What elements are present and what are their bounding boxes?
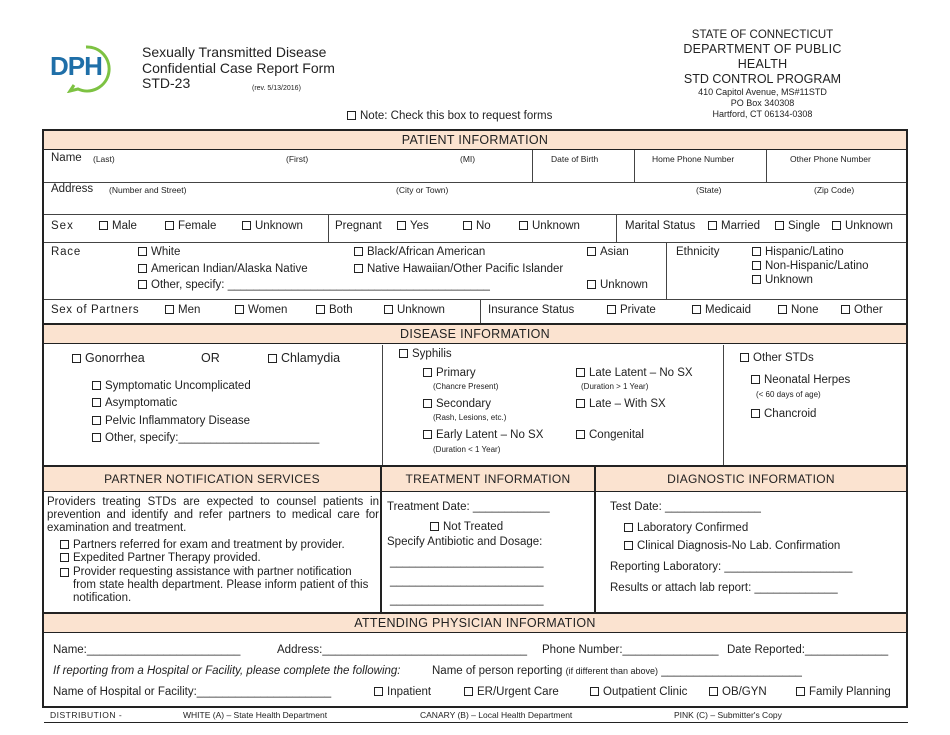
diagnostic-header: DIAGNOSTIC INFORMATION: [596, 467, 906, 492]
sop-both-checkbox[interactable]: [316, 305, 325, 314]
marital-unknown-checkbox[interactable]: [832, 221, 841, 230]
eth-nonhisp-checkbox[interactable]: [752, 261, 761, 270]
early-sub: (Duration < 1 Year): [433, 445, 501, 454]
name-mi: (MI): [460, 154, 476, 164]
form-code: STD-23: [142, 75, 191, 91]
sex-unknown-label: Unknown: [255, 220, 303, 232]
form-revision: (rev. 5/13/2016): [252, 85, 301, 92]
race-black-label: Black/African American: [367, 246, 486, 258]
other-phone-label: Other Phone Number: [790, 154, 871, 164]
gonorrhea-checkbox[interactable]: [72, 354, 81, 363]
chancroid-checkbox[interactable]: [751, 409, 760, 418]
or-label: OR: [201, 351, 220, 365]
antibiotic-label: Specify Antibiotic and Dosage:: [387, 536, 543, 548]
clinical-dx-checkbox[interactable]: [624, 541, 633, 550]
er-label: ER/Urgent Care: [477, 686, 559, 698]
sop-men-checkbox[interactable]: [165, 305, 174, 314]
primary-checkbox[interactable]: [423, 368, 432, 377]
partner-header: PARTNER NOTIFICATION SERVICES: [44, 467, 380, 492]
secondary-sub: (Rash, Lesions, etc.): [433, 413, 507, 422]
antibiotic-line-2[interactable]: ________________________: [390, 575, 544, 587]
ins-label: Insurance Status: [488, 304, 575, 316]
asymp-checkbox[interactable]: [92, 398, 101, 407]
late-sub: (Duration > 1 Year): [581, 382, 649, 391]
agency-state: STATE OF CONNECTICUT: [691, 29, 834, 41]
race-row: [44, 242, 906, 299]
er-checkbox[interactable]: [464, 687, 473, 696]
preg-no-label: No: [476, 220, 491, 232]
ins-none-label: None: [791, 304, 819, 316]
other-stds-section: [724, 345, 906, 465]
physician-address: Address:________________________________: [277, 644, 528, 656]
ins-medicaid-label: Medicaid: [705, 304, 752, 316]
physician-phone: Phone Number:_______________: [542, 644, 719, 656]
preg-yes-checkbox[interactable]: [397, 221, 406, 230]
race-unknown-checkbox[interactable]: [587, 280, 596, 289]
outpatient-checkbox[interactable]: [590, 687, 599, 696]
request-forms-checkbox[interactable]: [347, 111, 356, 120]
name-row: [44, 150, 906, 182]
married-label: Married: [721, 220, 760, 232]
gc-ct-section: [44, 345, 382, 465]
address-row: [44, 182, 906, 214]
not-treated-checkbox[interactable]: [430, 522, 439, 531]
treatment-header: TREATMENT INFORMATION: [382, 467, 594, 492]
eth-nonhisp-label: Non-Hispanic/Latino: [765, 260, 869, 272]
address-street: (Number and Street): [109, 185, 187, 195]
neonatal-checkbox[interactable]: [751, 375, 760, 384]
diagnostic-section: [596, 493, 906, 611]
sex-unknown-checkbox[interactable]: [242, 221, 251, 230]
ins-medicaid-checkbox[interactable]: [692, 305, 701, 314]
late-sx-checkbox[interactable]: [576, 399, 585, 408]
race-unknown-label: Unknown: [600, 279, 648, 291]
obgyn-checkbox[interactable]: [709, 687, 718, 696]
not-treated-label: Not Treated: [443, 521, 504, 533]
name-first: (First): [286, 154, 309, 164]
person-reporting: [432, 665, 802, 677]
late-latent-label: Late Latent – No SX: [589, 367, 693, 379]
name-label: Name: [51, 152, 82, 164]
syphilis-label: Syphilis: [412, 348, 452, 360]
person-reporting-label: Name of person reporting: [432, 665, 563, 677]
neonatal-sub: (< 60 days of age): [756, 390, 821, 399]
request-forms: [347, 110, 552, 122]
race-label: Race: [51, 246, 82, 258]
sop-label: Sex of Partners: [51, 304, 140, 316]
distribution-canary: CANARY (B) – Local Health Department: [420, 710, 573, 720]
facility-name: Name of Hospital or Facility:_____________________: [53, 686, 332, 698]
neonatal-label: Neonatal Herpes: [764, 374, 851, 386]
dob-label: Date of Birth: [551, 154, 599, 164]
form-title: [142, 45, 335, 92]
pid-label: Pelvic Inflammatory Disease: [105, 415, 251, 427]
ins-private-label: Private: [620, 304, 656, 316]
person-reporting-sub: (if different than above): [565, 666, 658, 676]
primary-label: Primary: [436, 367, 476, 379]
preg-yes-label: Yes: [410, 220, 429, 232]
race-other-checkbox[interactable]: [138, 280, 147, 289]
sex-female-checkbox[interactable]: [165, 221, 174, 230]
obgyn-label: OB/GYN: [722, 686, 767, 698]
eth-unknown-label: Unknown: [765, 274, 813, 286]
agency-dept: DEPARTMENT OF PUBLIC HEALTH: [683, 42, 842, 71]
gc-other-label: Other, specify:______________________: [105, 432, 320, 444]
other-stds-checkbox[interactable]: [740, 353, 749, 362]
outpatient-label: Outpatient Clinic: [603, 686, 688, 698]
dph-logo: [48, 43, 114, 93]
reporting-lab: Reporting Laboratory: ____________________: [610, 561, 853, 573]
partner-opt1-checkbox[interactable]: [60, 540, 69, 549]
gc-other-checkbox[interactable]: [92, 433, 101, 442]
ins-other-checkbox[interactable]: [841, 305, 850, 314]
married-checkbox[interactable]: [708, 221, 717, 230]
address-label: Address: [51, 183, 94, 195]
lab-results: Results or attach lab report: _____________: [610, 582, 838, 594]
address-zip: (Zip Code): [814, 185, 855, 195]
partner-opt3-checkbox[interactable]: [60, 568, 69, 577]
physician-header: ATTENDING PHYSICIAN INFORMATION: [44, 614, 906, 633]
ins-private-checkbox[interactable]: [607, 305, 616, 314]
agency-addr2: PO Box 340308: [730, 98, 795, 108]
patient-header: PATIENT INFORMATION: [44, 131, 906, 150]
partner-intro: Providers treating STDs are expected to counsel patients in prevention and identify and refer partners to medical care for examination and treatment.: [47, 496, 379, 534]
sex-male-label: Male: [112, 220, 137, 232]
eth-hisp-label: Hispanic/Latino: [765, 246, 844, 258]
marital-label: Marital Status: [625, 220, 696, 232]
preg-unknown-checkbox[interactable]: [519, 221, 528, 230]
ins-other-label: Other: [854, 304, 883, 316]
other-stds-label: Other STDs: [753, 352, 814, 364]
congenital-label: Congenital: [589, 429, 644, 441]
race-asian-checkbox[interactable]: [587, 247, 596, 256]
chlamydia-label: Chlamydia: [281, 351, 341, 365]
sop-unknown-label: Unknown: [397, 304, 445, 316]
race-nhpi-label: Native Hawaiian/Other Pacific Islander: [367, 263, 564, 275]
race-asian-label: Asian: [600, 246, 629, 258]
sop-unknown-checkbox[interactable]: [384, 305, 393, 314]
eth-hisp-checkbox[interactable]: [752, 247, 761, 256]
eth-unknown-checkbox[interactable]: [752, 275, 761, 284]
pregnant-label: Pregnant: [335, 220, 382, 232]
chlamydia-checkbox[interactable]: [268, 354, 277, 363]
lab-confirmed-label: Laboratory Confirmed: [637, 522, 749, 534]
congenital-checkbox[interactable]: [576, 430, 585, 439]
marital-unknown-label: Unknown: [845, 220, 893, 232]
person-reporting-line: ______________________: [658, 665, 802, 677]
lab-confirmed-checkbox[interactable]: [624, 523, 633, 532]
address-state: (State): [696, 185, 722, 195]
sex-female-label: Female: [178, 220, 217, 232]
race-aian-checkbox[interactable]: [138, 264, 147, 273]
family-planning-checkbox[interactable]: [796, 687, 805, 696]
physician-section: [44, 634, 906, 706]
antibiotic-line-1[interactable]: ________________________: [390, 556, 544, 568]
race-black-checkbox[interactable]: [354, 247, 363, 256]
syphilis-checkbox[interactable]: [399, 349, 408, 358]
sex-label: Sex: [51, 220, 74, 232]
preg-unknown-label: Unknown: [532, 220, 580, 232]
distribution-white: WHITE (A) – State Health Department: [183, 710, 328, 720]
agency-addr1: 410 Capitol Avenue, MS#11STD: [698, 87, 827, 97]
pid-checkbox[interactable]: [92, 416, 101, 425]
distribution-label: DISTRIBUTION -: [50, 710, 123, 720]
chancroid-label: Chancroid: [764, 408, 817, 420]
race-other-label: Other, specify: _________________________________________: [151, 279, 490, 291]
late-sx-label: Late – With SX: [589, 398, 666, 410]
hospital-note: If reporting from a Hospital or Facility, please complete the following:: [53, 665, 401, 677]
antibiotic-line-3[interactable]: ________________________: [390, 594, 544, 606]
partners-row: [44, 299, 906, 323]
physician-name: Name:________________________: [53, 644, 241, 656]
syphilis-section: [383, 345, 723, 465]
sex-row: [44, 214, 906, 242]
single-checkbox[interactable]: [775, 221, 784, 230]
secondary-label: Secondary: [436, 398, 491, 410]
family-planning-label: Family Planning: [809, 686, 891, 698]
gonorrhea-label: Gonorrhea: [85, 351, 145, 365]
request-forms-label: Note: Check this box to request forms: [360, 110, 553, 122]
sop-both-label: Both: [329, 304, 353, 316]
agency-program: STD CONTROL PROGRAM: [683, 72, 842, 86]
partner-opt3-label: Provider requesting assistance with partner notification from state health department. Please inform patient of this notification.: [73, 566, 369, 604]
symp-label: Symptomatic Uncomplicated: [105, 380, 251, 392]
agency-addr3: Hartford, CT 06134-0308: [712, 109, 813, 119]
late-latent-checkbox[interactable]: [576, 368, 585, 377]
disease-header: DISEASE INFORMATION: [44, 325, 906, 344]
race-white-label: White: [151, 246, 181, 258]
partner-section: [44, 493, 380, 611]
treatment-section: [382, 493, 594, 611]
early-latent-label: Early Latent – No SX: [436, 429, 544, 441]
asymp-label: Asymptomatic: [105, 397, 178, 409]
preg-no-checkbox[interactable]: [463, 221, 472, 230]
test-date: Test Date: _______________: [610, 501, 761, 513]
sop-women-label: Women: [248, 304, 288, 316]
date-reported: Date Reported:_____________: [727, 644, 889, 656]
form-title-line1: Sexually Transmitted Disease: [142, 44, 327, 60]
inpatient-label: Inpatient: [387, 686, 432, 698]
sop-men-label: Men: [178, 304, 201, 316]
sop-women-checkbox[interactable]: [235, 305, 244, 314]
inpatient-checkbox[interactable]: [374, 687, 383, 696]
race-white-checkbox[interactable]: [138, 247, 147, 256]
ins-none-checkbox[interactable]: [778, 305, 787, 314]
secondary-checkbox[interactable]: [423, 399, 432, 408]
clinical-dx-label: Clinical Diagnosis-No Lab. Confirmation: [637, 540, 841, 552]
symp-checkbox[interactable]: [92, 381, 101, 390]
early-latent-checkbox[interactable]: [423, 430, 432, 439]
primary-sub: (Chancre Present): [433, 382, 499, 391]
distribution-pink: PINK (C) – Submitter's Copy: [674, 710, 782, 720]
treatment-date: Treatment Date: ____________: [387, 501, 550, 513]
race-nhpi-checkbox[interactable]: [354, 264, 363, 273]
name-last: (Last): [93, 154, 115, 164]
race-aian-label: American Indian/Alaska Native: [151, 263, 308, 275]
ethnicity-label: Ethnicity: [676, 246, 720, 258]
partner-opt1-label: Partners referred for exam and treatment by provider.: [73, 539, 345, 551]
partner-opt2-label: Expedited Partner Therapy provided.: [73, 552, 261, 564]
form-title-line2: Confidential Case Report Form: [142, 59, 335, 76]
address-city: (City or Town): [396, 185, 449, 195]
agency-block: [660, 29, 865, 120]
partner-opt2-checkbox[interactable]: [60, 553, 69, 562]
single-label: Single: [788, 220, 820, 232]
sex-male-checkbox[interactable]: [99, 221, 108, 230]
home-phone-label: Home Phone Number: [652, 154, 735, 164]
logo-text: DPH: [50, 51, 102, 81]
